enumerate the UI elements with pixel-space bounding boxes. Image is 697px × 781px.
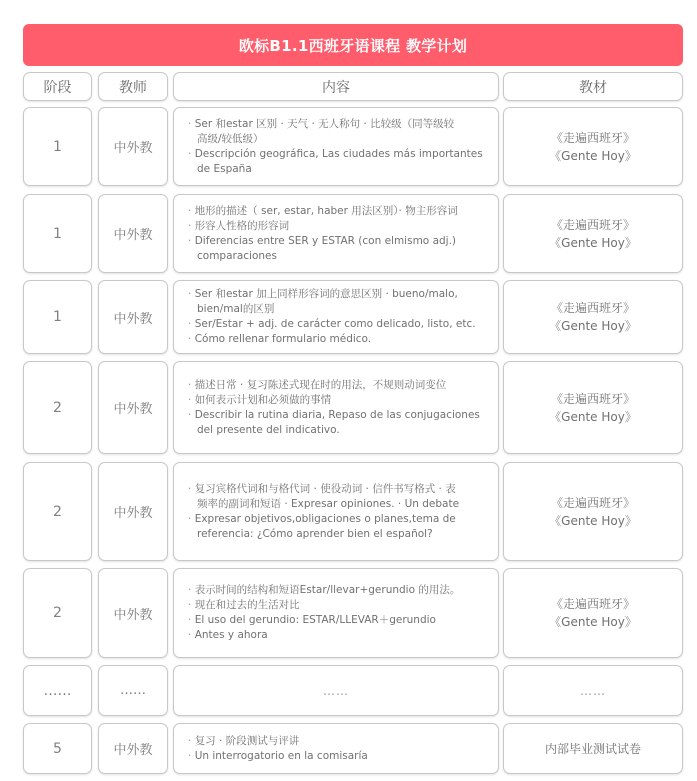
stage-cell bbox=[23, 194, 92, 273]
stage-cell bbox=[23, 361, 92, 454]
stage-cell bbox=[23, 665, 92, 716]
header-stage: 阶段 bbox=[23, 72, 92, 101]
content-line: referencia: ¿Cómo aprender bien el español? bbox=[197, 527, 433, 540]
textbook-name: 《走遍西班牙》 bbox=[550, 217, 635, 232]
content-line: 高级/较低级） bbox=[197, 132, 264, 145]
content-line: · 形容人性格的形容词 bbox=[188, 219, 490, 234]
teacher-cell bbox=[98, 665, 168, 716]
textbook-name: 《Gente Hoy》 bbox=[549, 615, 637, 629]
stage-value: 1 bbox=[53, 309, 62, 325]
stage-value: …… bbox=[43, 682, 72, 699]
materials-cell bbox=[503, 280, 683, 354]
content-ellipsis: …… bbox=[323, 683, 349, 698]
content-cell bbox=[173, 280, 499, 354]
content-cell bbox=[173, 568, 499, 658]
content-line: · Un interrogatorio en la comisaría bbox=[188, 749, 490, 764]
content-line: · 地形的描述（ ser, estar, haber 用法区别）· 物主形容词 bbox=[188, 204, 490, 219]
teacher-value: 中外教 bbox=[113, 141, 153, 156]
stage-value: 2 bbox=[53, 503, 62, 520]
content-cell bbox=[173, 361, 499, 454]
stage-value: 1 bbox=[53, 225, 62, 242]
content-line: del presente del indicativo. bbox=[197, 423, 340, 436]
materials-cell bbox=[503, 194, 683, 273]
stage-value: 5 bbox=[53, 740, 62, 757]
teacher-cell bbox=[98, 723, 168, 774]
content-line: de España bbox=[197, 162, 252, 175]
teacher-cell bbox=[98, 280, 168, 354]
textbook-name: 《Gente Hoy》 bbox=[549, 319, 637, 333]
content-line: · Ser/Estar + adj. de carácter como delicado, listo, etc. bbox=[188, 317, 490, 332]
materials-cell bbox=[503, 462, 683, 561]
stage-cell bbox=[23, 568, 92, 658]
content-line: · Diferencias entre SER y ESTAR (con elmismo adj.) bbox=[188, 234, 490, 249]
content-line: · El uso del gerundio: ESTAR/LLEVAR＋gerundio bbox=[188, 613, 490, 628]
materials-cell bbox=[503, 107, 683, 186]
content-line: · Ser 和estar 区别 · 天气 · 无人称句 · 比较级（同等级较 bbox=[188, 117, 490, 132]
teacher-value: 中外教 bbox=[113, 506, 153, 521]
content-line: 频率的副词和短语 · Expresar opiniones. · Un debate bbox=[197, 497, 460, 510]
stage-value: 2 bbox=[53, 399, 62, 416]
stage-cell bbox=[23, 107, 92, 186]
stage-value: 2 bbox=[53, 605, 62, 621]
content-line: · Expresar objetivos,obligaciones o planes,tema de bbox=[188, 512, 490, 527]
stage-cell bbox=[23, 723, 92, 774]
teacher-cell bbox=[98, 462, 168, 561]
textbook-name: 《走遍西班牙》 bbox=[550, 597, 635, 611]
textbook-name: 《走遍西班牙》 bbox=[550, 391, 635, 406]
textbook-name: 《Gente Hoy》 bbox=[549, 409, 637, 424]
textbook-name: 《走遍西班牙》 bbox=[550, 495, 635, 510]
materials-cell bbox=[503, 568, 683, 658]
content-line: bien/mal的区别 bbox=[197, 303, 275, 315]
content-line: · 复习 · 阶段测试与评讲 bbox=[188, 734, 490, 749]
textbook-name: 内部毕业测试试卷 bbox=[544, 741, 641, 756]
content-cell bbox=[173, 723, 499, 774]
textbook-name: 《Gente Hoy》 bbox=[549, 513, 637, 528]
content-cell bbox=[173, 194, 499, 273]
stage-value: 1 bbox=[53, 138, 62, 155]
teacher-value: 中外教 bbox=[113, 311, 153, 327]
textbook-name: 《走遍西班牙》 bbox=[550, 301, 635, 315]
content-line: · 复习宾格代词和与格代词 · 使役动词 · 信件书写格式 · 表 bbox=[188, 482, 490, 497]
header-content: 内容 bbox=[173, 72, 499, 101]
content-line: · Antes y ahora bbox=[188, 628, 490, 643]
header-teacher: 教师 bbox=[98, 72, 168, 101]
content-line: · Describir la rutina diaria, Repaso de las conjugaciones bbox=[188, 408, 490, 423]
teacher-cell bbox=[98, 361, 168, 454]
stage-cell bbox=[23, 280, 92, 354]
content-line: comparaciones bbox=[197, 249, 277, 262]
header-materials: 教材 bbox=[503, 72, 683, 101]
content-cell bbox=[173, 665, 499, 716]
teacher-cell bbox=[98, 194, 168, 273]
teacher-value: 中外教 bbox=[113, 402, 153, 417]
page-title: 欧标B1.1西班牙语课程 教学计划 bbox=[23, 24, 683, 66]
materials-cell bbox=[503, 665, 683, 716]
teacher-cell bbox=[98, 568, 168, 658]
content-cell bbox=[173, 462, 499, 561]
content-line: · 表示时间的结构和短语Estar/llevar+gerundio 的用法。 bbox=[188, 583, 490, 598]
stage-cell bbox=[23, 462, 92, 561]
textbook-name: 《Gente Hoy》 bbox=[549, 235, 637, 250]
content-line: · Descripción geográfica, Las ciudades más importantes bbox=[188, 147, 490, 162]
content-cell bbox=[173, 107, 499, 186]
content-line: · 描述日常 · 复习陈述式现在时的用法，不规则动词变位 bbox=[188, 378, 490, 393]
materials-cell bbox=[503, 723, 683, 774]
textbook-name: 《走遍西班牙》 bbox=[550, 130, 635, 145]
textbook-name: …… bbox=[580, 683, 606, 698]
textbook-name: 《Gente Hoy》 bbox=[549, 148, 637, 163]
teacher-value: …… bbox=[120, 683, 146, 698]
content-line: · 如何表示计划和必须做的事情 bbox=[188, 393, 490, 408]
content-line: · 现在和过去的生活对比 bbox=[188, 598, 490, 613]
content-line: · Ser 和estar 加上同样形容词的意思区别 · bueno/malo, bbox=[188, 287, 490, 302]
content-line: · Cómo rellenar formulario médico. bbox=[188, 332, 490, 347]
teacher-value: 中外教 bbox=[113, 607, 153, 623]
teacher-cell bbox=[98, 107, 168, 186]
teacher-value: 中外教 bbox=[113, 743, 153, 758]
materials-cell bbox=[503, 361, 683, 454]
teacher-value: 中外教 bbox=[113, 228, 153, 243]
